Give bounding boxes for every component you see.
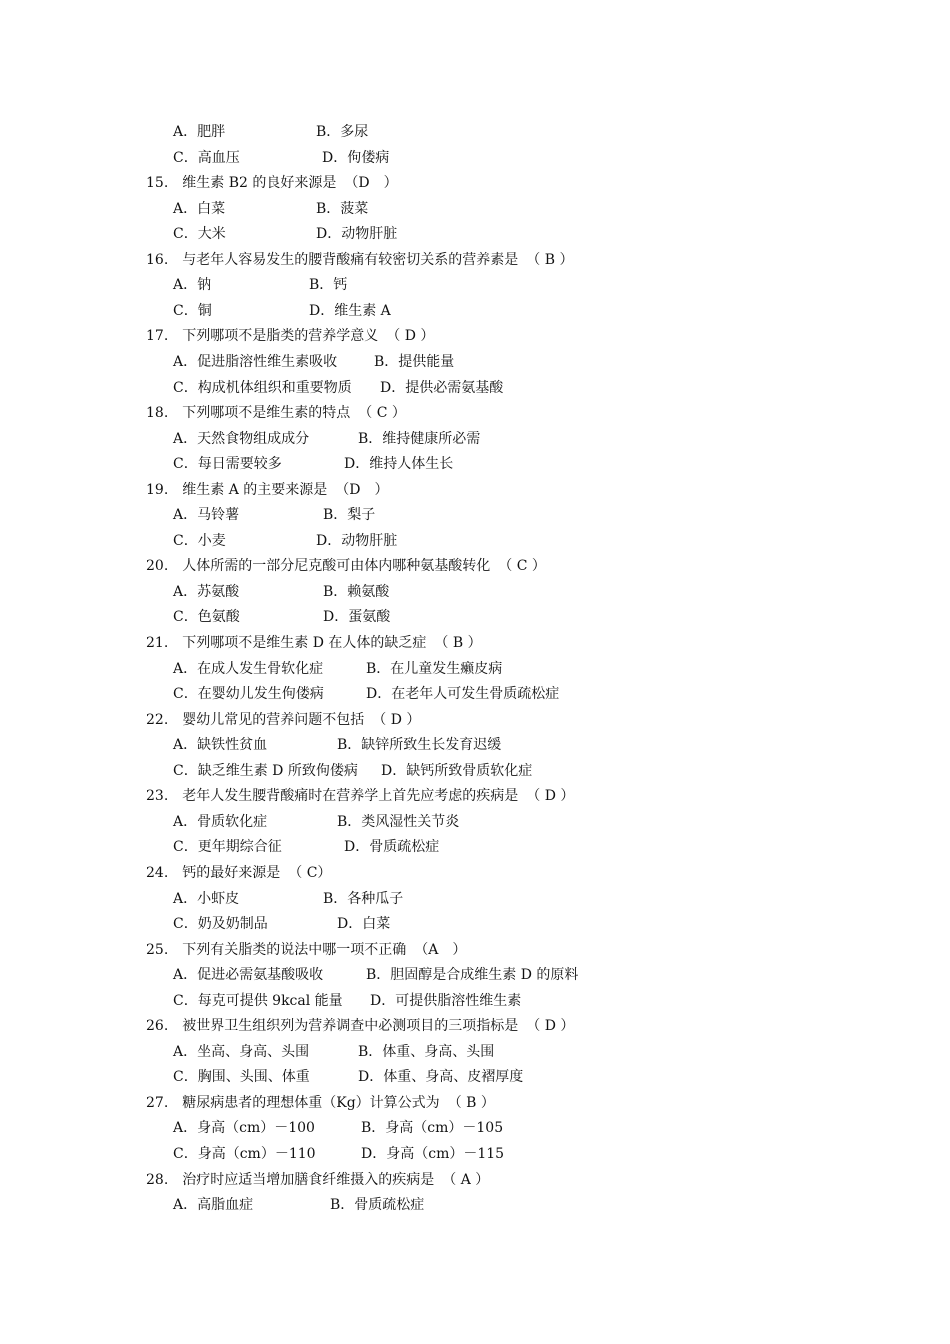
question-number: 22. [146, 712, 169, 728]
option-right: B．各种瓜子 [323, 891, 404, 907]
question-text: 治疗时应适当增加膳食纤维摄入的疾病是 [182, 1172, 435, 1188]
option-right: B．骨质疏松症 [330, 1197, 425, 1213]
option-left: A．马铃薯 [173, 507, 240, 523]
answer-key: （ B ） [447, 1095, 495, 1111]
question-text: 下列哪项不是维生素 D 在人体的缺乏症 [182, 635, 427, 651]
question-text: 被世界卫生组织列为营养调查中必测项目的三项指标是 [182, 1018, 519, 1034]
option-right: B．赖氨酸 [323, 584, 390, 600]
option-right: D．维生素 A [309, 303, 391, 319]
option-right: D．维持人体生长 [344, 456, 454, 472]
option-right: B．多尿 [316, 124, 369, 140]
option-right: B．胆固醇是合成维生素 D 的原料 [366, 967, 579, 983]
option-right: D．可提供脂溶性维生素 [370, 993, 522, 1009]
option-left: A．白菜 [173, 201, 226, 217]
option-left: A．天然食物组成成分 [173, 431, 310, 447]
option-right: D．动物肝脏 [316, 226, 398, 242]
question-line [146, 252, 573, 268]
answer-key: （ D ） [526, 788, 575, 804]
question-text: 糖尿病患者的理想体重（Kg）计算公式为 [182, 1095, 440, 1111]
option-left: C．大米 [173, 226, 226, 242]
question-text: 人体所需的一部分尼克酸可由体内哪种氨基酸转化 [182, 558, 491, 574]
question-line [146, 482, 389, 498]
question-number: 19. [146, 482, 169, 498]
option-right: D．体重、身高、皮褶厚度 [358, 1069, 524, 1085]
option-left: A．苏氨酸 [173, 584, 240, 600]
question-line [146, 865, 331, 881]
option-left: A．促进必需氨基酸吸收 [173, 967, 324, 983]
option-right: D．骨质疏松症 [344, 839, 440, 855]
question-number: 21. [146, 635, 169, 651]
answer-key: （A ） [414, 942, 467, 958]
answer-key: （ B ） [434, 635, 482, 651]
option-left: A．高脂血症 [173, 1197, 254, 1213]
question-number: 27. [146, 1095, 169, 1111]
question-number: 28. [146, 1172, 169, 1188]
question-text: 维生素 A 的主要来源是 [182, 482, 328, 498]
question-line [146, 1172, 489, 1188]
question-number: 15. [146, 175, 169, 191]
answer-key: （D ） [344, 175, 398, 191]
option-right: D．蛋氨酸 [323, 609, 391, 625]
answer-key: （ D ） [526, 1018, 575, 1034]
question-number: 23. [146, 788, 169, 804]
option-left: C．更年期综合征 [173, 839, 282, 855]
question-line [146, 1018, 574, 1034]
option-left: C．每日需要较多 [173, 456, 282, 472]
question-number: 26. [146, 1018, 169, 1034]
question-number: 18. [146, 405, 169, 421]
answer-key: （ A ） [442, 1172, 490, 1188]
option-right: B．钙 [309, 277, 348, 293]
option-left: C．高血压 [173, 150, 240, 166]
question-text: 与老年人容易发生的腰背酸痛有较密切关系的营养素是 [182, 252, 519, 268]
option-right: B．体重、身高、头围 [358, 1044, 495, 1060]
question-text: 下列哪项不是脂类的营养学意义 [182, 328, 379, 344]
option-left: A．肥胖 [173, 124, 226, 140]
option-left: A．小虾皮 [173, 891, 240, 907]
question-number: 24. [146, 865, 169, 881]
answer-key: （ C ） [358, 405, 406, 421]
option-right: D．佝偻病 [322, 150, 390, 166]
option-right: B．在儿童发生癞皮病 [366, 661, 503, 677]
answer-key: （D ） [335, 482, 389, 498]
question-text: 维生素 B2 的良好来源是 [182, 175, 337, 191]
option-left: A．钠 [173, 277, 212, 293]
option-right: B．缺锌所致生长发育迟缓 [337, 737, 502, 753]
question-number: 20. [146, 558, 169, 574]
option-left: A．骨质软化症 [173, 814, 268, 830]
question-number: 17. [146, 328, 169, 344]
option-right: D．缺钙所致骨质软化症 [381, 763, 533, 779]
option-right: D．提供必需氨基酸 [380, 380, 504, 396]
option-right: B．梨子 [323, 507, 376, 523]
option-right: D．动物肝脏 [316, 533, 398, 549]
option-right: B．菠菜 [316, 201, 369, 217]
question-line [146, 712, 420, 728]
option-left: C．在婴幼儿发生佝偻病 [173, 686, 324, 702]
answer-key: （ D ） [386, 328, 435, 344]
option-right: D．身高（cm）－115 [361, 1146, 505, 1162]
question-line [146, 175, 398, 191]
question-line [146, 788, 574, 804]
option-right: D．白菜 [337, 916, 391, 932]
option-left: A．身高（cm）－100 [173, 1120, 315, 1136]
option-left: C．色氨酸 [173, 609, 240, 625]
question-line [146, 942, 466, 958]
option-left: C．身高（cm）－110 [173, 1146, 316, 1162]
answer-key: （ C） [288, 865, 332, 881]
option-left: A．促进脂溶性维生素吸收 [173, 354, 338, 370]
question-number: 25. [146, 942, 169, 958]
option-left: A．缺铁性贫血 [173, 737, 268, 753]
answer-key: （ B ） [526, 252, 574, 268]
option-left: C．小麦 [173, 533, 226, 549]
question-number: 16. [146, 252, 169, 268]
option-left: C．每克可提供 9kcal 能量 [173, 993, 343, 1009]
question-text: 钙的最好来源是 [182, 865, 281, 881]
option-left: C．胸围、头围、体重 [173, 1069, 310, 1085]
question-line [146, 1095, 495, 1111]
option-left: C．奶及奶制品 [173, 916, 268, 932]
question-line [146, 558, 546, 574]
option-right: B．维持健康所必需 [358, 431, 481, 447]
option-right: D．在老年人可发生骨质疏松症 [366, 686, 560, 702]
question-line [146, 328, 434, 344]
option-right: B．身高（cm）－105 [361, 1120, 504, 1136]
answer-key: （ C ） [498, 558, 546, 574]
question-text: 老年人发生腰背酸痛时在营养学上首先应考虑的疾病是 [182, 788, 519, 804]
question-text: 下列哪项不是维生素的特点 [182, 405, 351, 421]
option-left: A．在成人发生骨软化症 [173, 661, 324, 677]
option-right: B．类风湿性关节炎 [337, 814, 460, 830]
answer-key: （ D ） [372, 712, 421, 728]
option-left: C．构成机体组织和重要物质 [173, 380, 352, 396]
option-left: A．坐高、身高、头围 [173, 1044, 310, 1060]
question-line [146, 635, 482, 651]
question-line [146, 405, 406, 421]
question-text: 下列有关脂类的说法中哪一项不正确 [182, 942, 407, 958]
option-right: B．提供能量 [374, 354, 455, 370]
option-left: C．缺乏维生素 D 所致佝偻病 [173, 763, 358, 779]
question-text: 婴幼儿常见的营养问题不包括 [182, 712, 365, 728]
option-left: C．铜 [173, 303, 212, 319]
